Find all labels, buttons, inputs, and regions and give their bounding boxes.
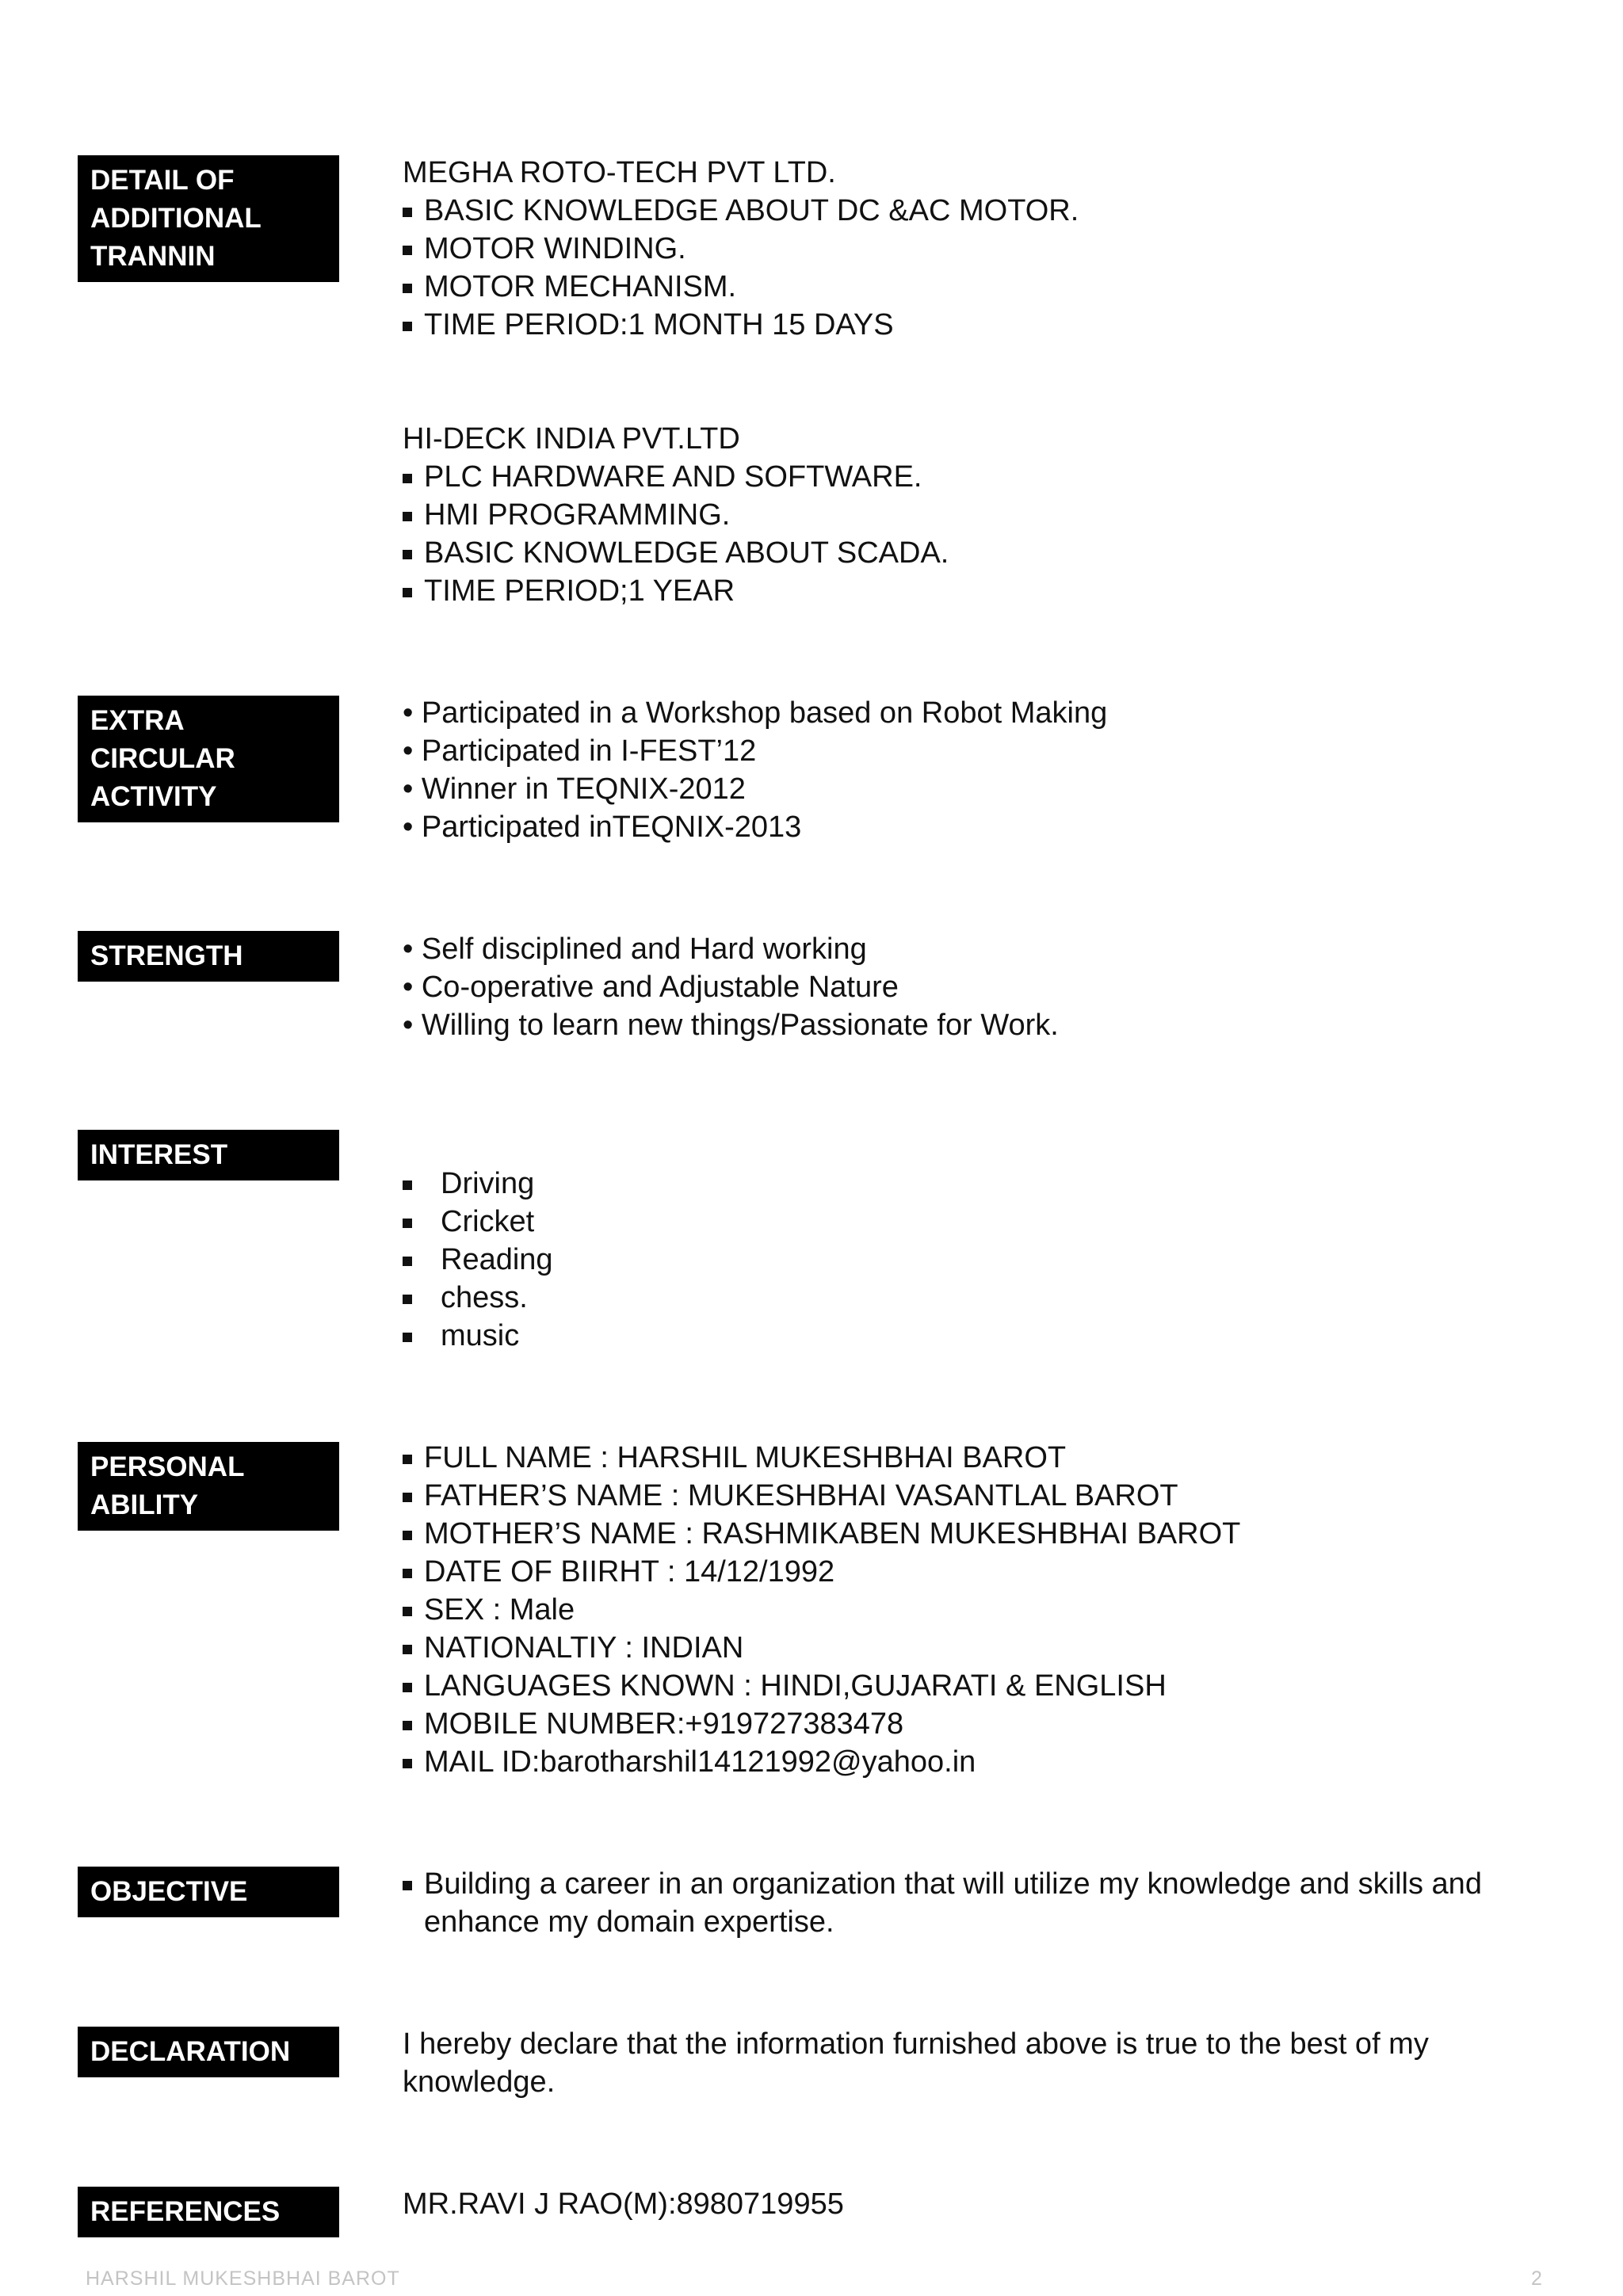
training-company-1: MEGHA ROTO-TECH PVT LTD. [403, 156, 836, 189]
section-label-strength: STRENGTH [78, 931, 339, 982]
list-item: BASIC KNOWLEDGE ABOUT DC &AC MOTOR. [403, 192, 1512, 230]
references-text: MR.RAVI J RAO(M):8980719955 [403, 2187, 844, 2221]
list-item: Cricket [403, 1203, 1512, 1241]
list-item: MOTOR MECHANISM. [403, 268, 1512, 306]
list-item: BASIC KNOWLEDGE ABOUT SCADA. [403, 534, 1512, 572]
section-label-references: REFERENCES [78, 2187, 339, 2237]
section-label-extra: EXTRA CIRCULAR ACTIVITY [78, 696, 339, 822]
objective-content [403, 1865, 1496, 1941]
list-item: PLC HARDWARE AND SOFTWARE. [403, 458, 1512, 496]
list-item: chess. [403, 1279, 1512, 1317]
interest-content [403, 1165, 1512, 1355]
objective-text: Building a career in an organization that will utilize my knowledge and skills and enhance my domain expertise. [403, 1865, 1496, 1941]
list-item: • Participated in I-FEST’12 [403, 734, 757, 768]
list-item: • Participated inTEQNIX-2013 [403, 810, 802, 844]
training-content [403, 154, 1512, 610]
list-item: • Self disciplined and Hard working [403, 933, 867, 966]
list-item: • Co-operative and Adjustable Nature [403, 971, 899, 1004]
list-item: MOBILE NUMBER:+919727383478 [403, 1705, 1512, 1743]
declaration-text: I hereby declare that the information furnished above is true to the best of my knowledge. [403, 2027, 1429, 2099]
list-item: DATE OF BIIRHT : 14/12/1992 [403, 1553, 1512, 1591]
list-item: SEX : Male [403, 1591, 1512, 1629]
training-company-2: HI-DECK INDIA PVT.LTD [403, 422, 740, 456]
footer-name: HARSHIL MUKESHBHAI BAROT [86, 2267, 400, 2290]
list-item: MAIL ID:barotharshil14121992@yahoo.in [403, 1743, 1512, 1781]
list-item: FATHER’S NAME : MUKESHBHAI VASANTLAL BAROT [403, 1477, 1512, 1515]
section-label-declaration: DECLARATION [78, 2027, 339, 2077]
list-item: • Winner in TEQNIX-2012 [403, 772, 746, 806]
section-label-objective: OBJECTIVE [78, 1867, 339, 1917]
list-item: Reading [403, 1241, 1512, 1279]
list-item: TIME PERIOD;1 YEAR [403, 572, 1512, 610]
list-item: MOTHER’S NAME : RASHMIKABEN MUKESHBHAI BAROT [403, 1515, 1512, 1553]
list-item: Driving [403, 1165, 1512, 1203]
list-item: • Willing to learn new things/Passionate for Work. [403, 1009, 1059, 1042]
list-item: NATIONALTIY : INDIAN [403, 1629, 1512, 1667]
personal-content [403, 1439, 1512, 1781]
page-number: 2 [1531, 2267, 1542, 2290]
list-item: HMI PROGRAMMING. [403, 496, 1512, 534]
list-item: FULL NAME : HARSHIL MUKESHBHAI BAROT [403, 1439, 1512, 1477]
list-item: LANGUAGES KNOWN : HINDI,GUJARATI & ENGLISH [403, 1667, 1512, 1705]
section-label-training: DETAIL OF ADDITIONAL TRANNIN [78, 155, 339, 282]
list-item: TIME PERIOD:1 MONTH 15 DAYS [403, 306, 1512, 344]
extra-content [403, 694, 1512, 846]
list-item: music [403, 1317, 1512, 1355]
list-item: • Participated in a Workshop based on Robot Making [403, 696, 1108, 730]
list-item: MOTOR WINDING. [403, 230, 1512, 268]
section-label-personal: PERSONAL ABILITY [78, 1442, 339, 1531]
strength-content [403, 930, 1512, 1044]
section-label-interest: INTEREST [78, 1130, 339, 1180]
